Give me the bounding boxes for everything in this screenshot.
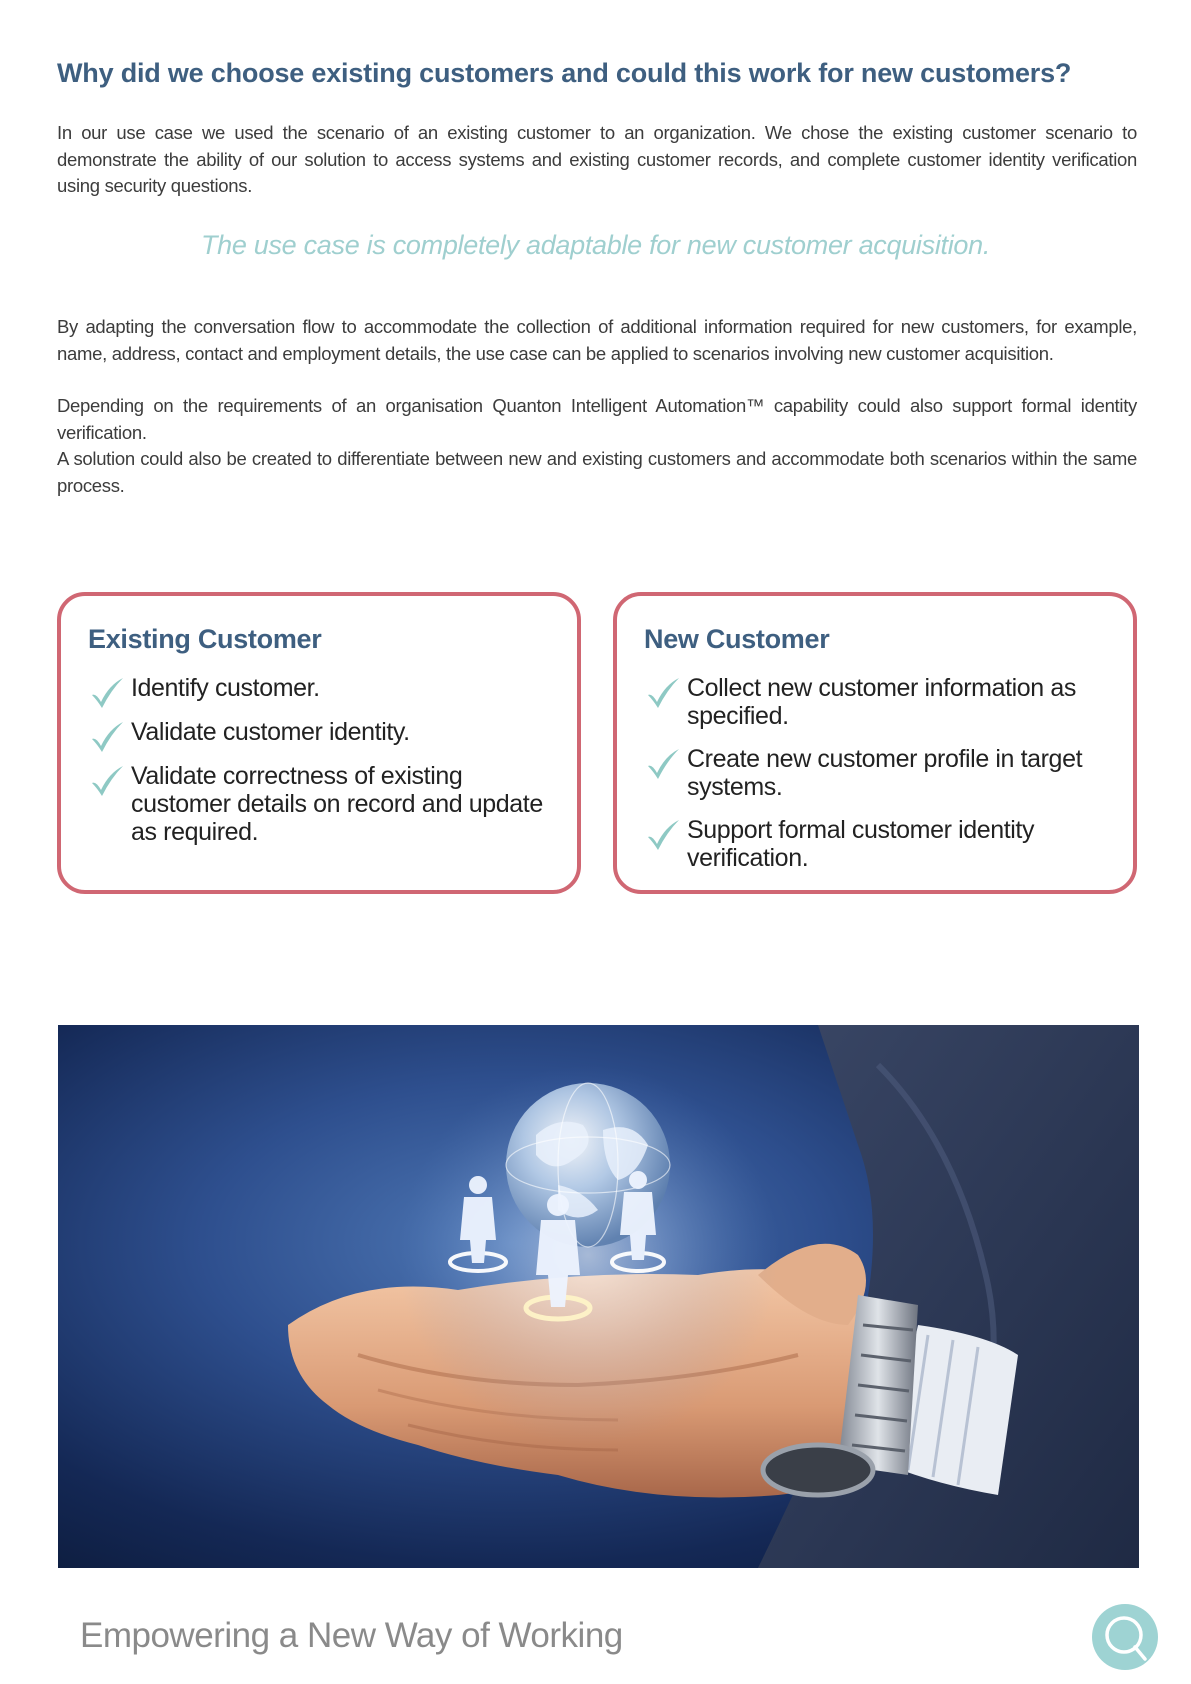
- paragraph-existing-scenario: In our use case we used the scenario of an existing customer to an organization. We chose the existing customer scenario to demonstrate the ability of our solution to access systems and existing customer records, and complete customer identity verification using security questions.: [57, 122, 1137, 196]
- list-item: [645, 745, 1115, 801]
- existing-customer-list: [89, 674, 559, 862]
- new-customer-title: New Customer: [644, 624, 830, 654]
- paragraph-identity-verification: Depending on the requirements of an organisation Quanton Intelligent Automation™ capability could also support formal identity verification.: [57, 395, 1137, 443]
- existing-customer-box: [57, 592, 581, 894]
- paragraph-adapting-flow: By adapting the conversation flow to accommodate the collection of additional information required for new customers, for example, name, address, contact and employment details, the use case can be applied to scenarios involving new customer acquisition.: [57, 316, 1137, 364]
- callout-text: The use case is completely adaptable for new customer acquisition.: [200, 230, 991, 260]
- hero-photo: [58, 1025, 1139, 1568]
- new-customer-box: [613, 592, 1137, 894]
- list-item: [89, 762, 559, 846]
- check-icon: [89, 764, 125, 798]
- new-customer-list: [645, 674, 1115, 887]
- list-item: [645, 674, 1115, 730]
- list-item: [89, 674, 559, 702]
- check-icon: [645, 676, 681, 710]
- page-heading: Why did we choose existing customers and could this work for new customers?: [57, 58, 1072, 88]
- list-item-text: Collect new customer information as specified.: [687, 674, 1076, 730]
- list-item-text: Create new customer profile in target systems.: [687, 745, 1083, 801]
- list-item: [89, 718, 559, 746]
- hand-globe-illustration: [58, 1025, 1139, 1568]
- check-icon: [645, 818, 681, 852]
- list-item-text: Validate correctness of existing customer details on record and update as required.: [131, 762, 543, 846]
- footer-tagline: Empowering a New Way of Working: [80, 1616, 623, 1655]
- check-icon: [645, 747, 681, 781]
- list-item-text: Identify customer.: [131, 674, 320, 702]
- check-icon: [89, 720, 125, 754]
- list-item: [645, 816, 1115, 872]
- list-item-text: Support formal customer identity verification.: [687, 816, 1035, 872]
- quanton-q-logo-icon: [1091, 1603, 1159, 1671]
- check-icon: [89, 676, 125, 710]
- list-item-text: Validate customer identity.: [131, 718, 410, 746]
- existing-customer-title: Existing Customer: [88, 624, 322, 654]
- paragraph-differentiate: A solution could also be created to differentiate between new and existing customers and accommodate both scenarios within the same process.: [57, 448, 1137, 496]
